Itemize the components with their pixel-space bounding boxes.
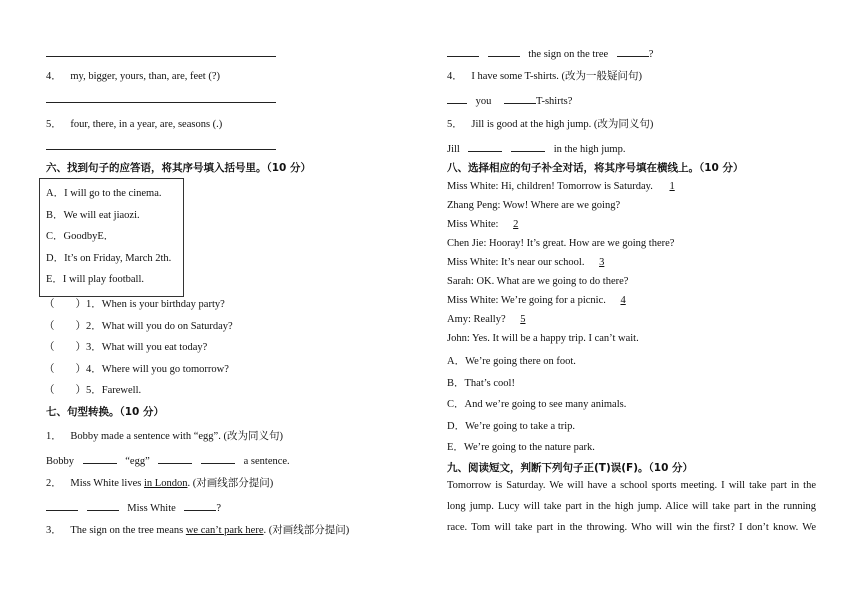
fill-blank[interactable] [46, 500, 78, 511]
answer-parentheses[interactable]: （ ） [44, 321, 86, 332]
question-4 [46, 68, 220, 83]
fill-blank[interactable] [83, 453, 117, 464]
answer-word: you [475, 96, 492, 107]
transform-answer-1 [46, 453, 290, 467]
dialog-line [447, 276, 628, 287]
question-text: Bobby made a sentence with “egg”. [70, 431, 221, 442]
dialog-text: Amy: Really? [447, 314, 506, 325]
transform-answer-5 [447, 141, 625, 155]
section-7-title: 七、句型转换。（10 分） [46, 406, 165, 418]
instruction-note: (改为同义句) [593, 119, 654, 130]
dialog-line [447, 238, 674, 249]
transform-question-5 [447, 116, 653, 131]
fill-blank[interactable] [617, 46, 649, 57]
dialog-line [447, 333, 639, 344]
option-b: B．We will eat jiaozi. [46, 210, 140, 221]
answer-word: Jill [447, 144, 460, 155]
match-question-5 [44, 382, 141, 397]
transform-answer-2 [46, 500, 221, 514]
transform-question-3 [46, 522, 349, 537]
section-8-title: 八、选择相应的句子补全对话，将其序号填在横线上。（10 分） [447, 162, 744, 174]
question-text: 2．What will you do on Saturday? [86, 321, 233, 332]
option-e: E．I will play football. [46, 274, 144, 285]
question-number: 5． [46, 119, 62, 130]
question-number: 2． [46, 478, 62, 489]
answer-word: T-shirts? [536, 96, 573, 107]
question-text: 4．Where will you go tomorrow? [86, 364, 229, 375]
dialog-blank[interactable]: 5 [520, 314, 526, 325]
answer-parentheses[interactable]: （ ） [44, 364, 86, 375]
question-number: 1． [46, 431, 62, 442]
dialog-blank[interactable]: 1 [669, 181, 675, 192]
option-d: D．We’re going to take a trip. [447, 421, 576, 432]
dialog-text: John: Yes. It will be a happy trip. I can’t wait. [447, 333, 639, 344]
option-c: C．GoodbyE． [46, 231, 115, 242]
fill-blank[interactable] [447, 93, 467, 104]
transform-question-2 [46, 475, 273, 490]
fill-blank[interactable] [447, 46, 479, 57]
dialog-text: Chen Jie: Hooray! It’s great. How are we going there? [447, 238, 675, 249]
question-text: Jill is good at the high jump. [471, 119, 592, 130]
question-text: 1．When is your birthday party? [86, 299, 225, 310]
instruction-note: (对画线部分提问) [268, 525, 350, 536]
dialog-line [447, 295, 634, 306]
option-b: B．That’s cool! [447, 378, 515, 389]
fill-blank[interactable] [488, 46, 520, 57]
dialog-text: Miss White: Hi, children! Tomorrow is Saturday. [447, 181, 653, 192]
section-6-title: 六、找到句子的应答语，将其序号填入括号里。（10 分） [46, 162, 312, 174]
question-text: The sign on the tree means [70, 525, 184, 536]
punctuation: . [187, 478, 191, 489]
dialog-line [447, 200, 620, 211]
punctuation: . [263, 525, 267, 536]
answer-line [46, 56, 276, 57]
dialog-text: Miss White: [447, 219, 499, 230]
answer-parentheses[interactable]: （ ） [44, 299, 86, 310]
question-text: 5．Farewell. [86, 385, 142, 396]
dialog-line [447, 314, 534, 325]
match-question-4 [44, 361, 229, 376]
underlined-phrase: we can’t park here [185, 525, 264, 536]
question-number: 4． [46, 71, 62, 82]
answer-line [46, 102, 276, 103]
reading-line: long jump. Lucy will take part in the high jump. Alice will take part in the running [447, 501, 816, 512]
dialog-line [447, 181, 685, 192]
reading-line: Tomorrow is Saturday. We will have a school sports meeting. I will take part in the [447, 480, 816, 491]
answer-word: in the high jump. [553, 144, 626, 155]
answer-parentheses[interactable]: （ ） [44, 385, 86, 396]
transform-answer-3 [447, 46, 653, 60]
dialog-blank[interactable]: 2 [513, 219, 519, 230]
answer-word: Miss White [127, 503, 176, 514]
question-5 [46, 116, 222, 131]
question-number: 5． [447, 119, 463, 130]
fill-blank[interactable] [87, 500, 119, 511]
answer-word: the sign on the tree [528, 49, 609, 60]
dialog-line [447, 257, 612, 268]
instruction-note: (改为同义句) [223, 431, 283, 442]
fill-blank[interactable] [201, 453, 235, 464]
answer-word: “egg” [125, 456, 150, 467]
question-text: 3．What will you eat today? [86, 342, 208, 353]
punctuation: ? [216, 503, 222, 514]
dialog-blank[interactable]: 4 [620, 295, 626, 306]
dialog-text: Miss White: We’re going for a picnic. [447, 295, 606, 306]
transform-question-1 [46, 428, 283, 443]
fill-blank[interactable] [468, 141, 502, 152]
instruction-note: (改为一般疑问句) [561, 71, 642, 82]
match-question-2 [44, 318, 233, 333]
dialog-text: Miss White: It’s near our school. [447, 257, 585, 268]
question-text: Miss White lives [70, 478, 142, 489]
question-text: four, there, in a year, are, seasons (.) [70, 119, 223, 130]
answer-word: Bobby [46, 456, 75, 467]
fill-blank[interactable] [511, 141, 545, 152]
fill-blank[interactable] [504, 93, 536, 104]
instruction-note: (对画线部分提问) [192, 478, 274, 489]
option-a: A．We’re going there on foot. [447, 356, 576, 367]
reading-line: race. Tom will take part in the throwing. Who will win the first? I don’t know. We [447, 522, 816, 533]
option-e: E．We’re going to the nature park. [447, 442, 595, 453]
fill-blank[interactable] [184, 500, 216, 511]
option-c: C．And we’re going to see many animals. [447, 399, 627, 410]
dialog-text: Sarah: OK. What are we going to do there? [447, 276, 629, 287]
answer-parentheses[interactable]: （ ） [44, 342, 86, 353]
match-question-3 [44, 339, 207, 354]
dialog-line [447, 219, 526, 230]
answer-line [46, 149, 276, 150]
question-text: I have some T-shirts. [471, 71, 559, 82]
fill-blank[interactable] [158, 453, 192, 464]
dialog-blank[interactable]: 3 [599, 257, 605, 268]
question-number: 3． [46, 525, 62, 536]
option-d: D．It’s on Friday, March 2th. [46, 253, 172, 264]
dialog-text: Zhang Peng: Wow! Where are we going? [447, 200, 621, 211]
match-question-1 [44, 296, 225, 311]
underlined-phrase: in London [143, 478, 188, 489]
option-a: A．I will go to the cinema. [46, 188, 162, 199]
question-text: my, bigger, yours, than, are, feet (?) [70, 71, 221, 82]
section-9-title: 九、阅读短文，判断下列句子正(T)误(F)。（10 分） [447, 462, 694, 474]
question-number: 4． [447, 71, 463, 82]
transform-answer-4 [447, 93, 572, 107]
transform-question-4 [447, 68, 642, 83]
punctuation: ? [648, 49, 654, 60]
answer-word: a sentence. [243, 456, 290, 467]
